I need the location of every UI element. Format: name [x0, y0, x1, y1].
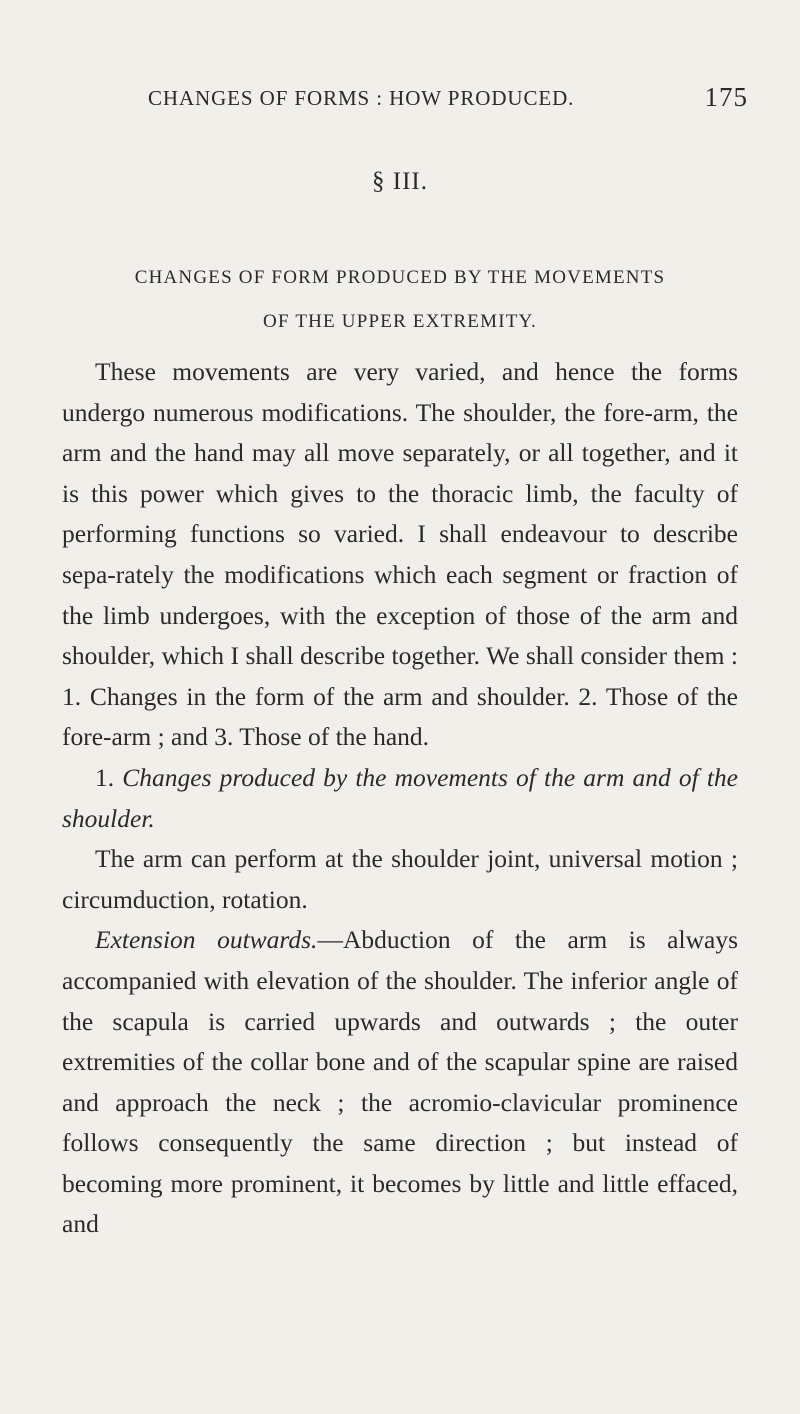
subheading-number: 1.: [95, 762, 115, 792]
extension-text: —Abduction of the arm is always accompanied with elevation of the shoulder. The inferior angle of the scapula is carried upwards and outwards ; the outer extremities of the collar bone and of the scapular spine are raised and approach the neck ; the acromio-clavicular prominence follows consequently the same direction ; but instead of becoming more prominent, it becomes by little and little effaced, and: [62, 925, 738, 1239]
paragraph-subheading: [62, 758, 738, 839]
running-head: [148, 82, 748, 122]
subheading-title: Changes produced by the movements of the arm and of the shoulder.: [62, 762, 738, 833]
section-heading: [62, 256, 738, 344]
book-page: [62, 0, 748, 1414]
running-head-title: CHANGES OF FORMS : HOW PRODUCED.: [148, 86, 575, 110]
page-number: 175: [704, 82, 748, 112]
section-heading-line-2: OF THE UPPER EXTREMITY.: [263, 311, 537, 332]
paragraph-shoulder-joint: The arm can perform at the shoulder joint, universal motion ; circumduction, rotation.: [62, 844, 738, 914]
paragraph-extension: [62, 920, 738, 1245]
body-text: [62, 352, 738, 1245]
section-number: § III.: [372, 168, 428, 195]
paragraph-intro: These movements are very varied, and hence the forms undergo numerous modifications. The shoulder, the fore-arm, the arm and the hand may all move separately, or all together, and it is this power which gives to the thoracic limb, the faculty of performing functions so varied. I shall endeavour to describe sepa-rately the modifications which each segment or fraction of the limb undergoes, with the exception of those of the arm and shoulder, which I shall describe together. We shall consider them : 1. Changes in the form of the arm and shoulder. 2. Those of the fore-arm ; and 3. Those of the hand.: [62, 357, 738, 752]
section-heading-line-1: CHANGES OF FORM PRODUCED BY THE MOVEMENTS: [134, 267, 666, 288]
extension-title: Extension outwards.: [95, 925, 318, 955]
